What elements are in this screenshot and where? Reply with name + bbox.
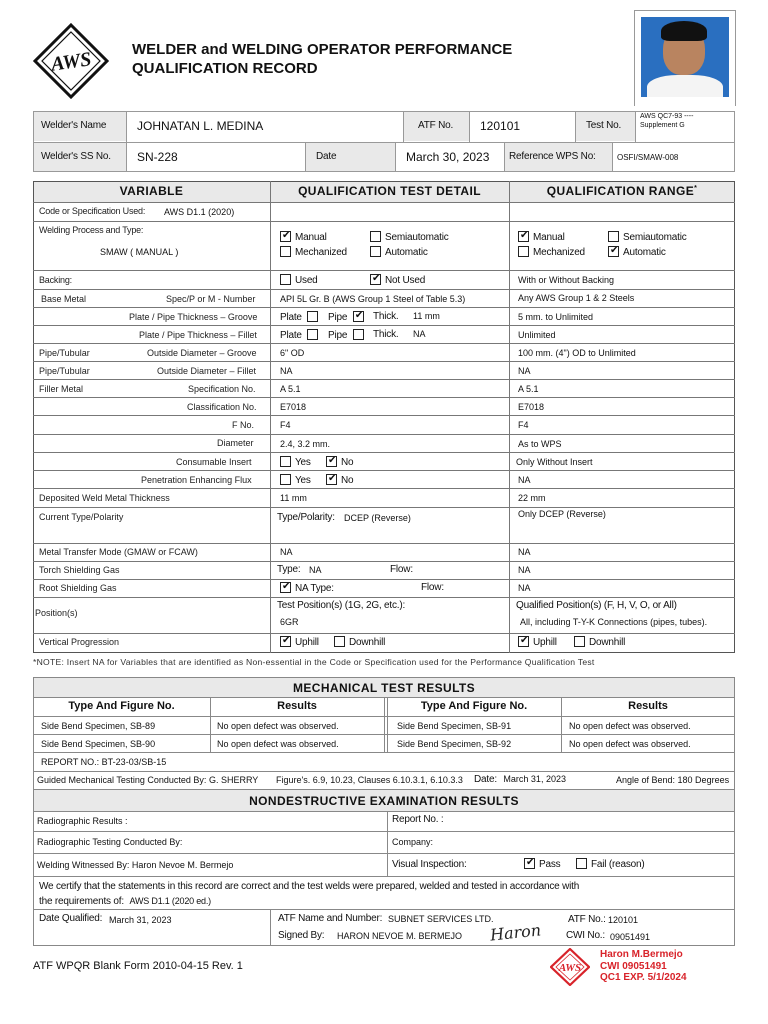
current-value[interactable]: DCEP (Reverse) [344, 513, 411, 523]
mechanical-title: MECHANICAL TEST RESULTS [292, 681, 476, 695]
spec-value[interactable]: API 5L Gr. B (AWS Group 1 Steel of Table 5.3) [280, 294, 466, 304]
test-no-label: Test No. [586, 120, 622, 131]
mech-figures: Figure's. 6.9, 10.23, Clauses 6.10.3.1, 6.10.3.3 [276, 775, 463, 785]
cwi-label: CWI No.: [566, 930, 605, 941]
diameter-label: Diameter [217, 438, 254, 448]
vertical-label: Vertical Progression [39, 637, 120, 647]
checkbox-empty-icon[interactable] [307, 329, 318, 340]
checkbox-checked-icon[interactable] [524, 858, 535, 869]
diameter-range[interactable]: As to WPS [518, 439, 562, 449]
flux-no-option[interactable]: ✔ No [326, 474, 353, 486]
page-title: WELDER and WELDING OPERATOR PERFORMANCE QUALIFICATION RECORD [132, 41, 513, 77]
spec-no-label: Specification No. [188, 384, 256, 394]
mech-conducted[interactable]: Guided Mechanical Testing Conducted By: G. SHERRY [37, 775, 259, 785]
consumable-label: Consumable Insert [176, 457, 252, 467]
stamp-exp: QC1 EXP. 5/1/2024 [600, 972, 687, 983]
company-label: Company: [392, 837, 434, 847]
backing-range[interactable]: With or Without Backing [518, 275, 615, 285]
mech-date[interactable]: Date: March 31, 2023 [474, 774, 566, 785]
root-range[interactable]: NA [518, 583, 531, 593]
position-range-sub-label: Qualified Position(s) (F, H, V, O, or All) [516, 600, 677, 611]
fillet-value[interactable]: NA [413, 329, 426, 339]
deposit-range[interactable]: 22 mm [518, 493, 546, 503]
torch-range[interactable]: NA [518, 565, 531, 575]
transfer-range[interactable]: NA [518, 547, 531, 557]
checkbox-empty-icon[interactable] [574, 636, 585, 647]
fno-value[interactable]: F4 [280, 420, 291, 430]
consumable-no-option[interactable]: ✔ No [326, 456, 353, 468]
range-semiauto-option[interactable]: Semiautomatic [608, 231, 687, 243]
checkbox-empty-icon[interactable] [518, 246, 529, 257]
header-range: QUALIFICATION RANGE* [546, 184, 698, 198]
spec-range[interactable]: Any AWS Group 1 & 2 Steels [518, 293, 635, 303]
signed-by-value[interactable]: HARON NEVOE M. BERMEJO [337, 931, 463, 941]
checkbox-checked-icon[interactable] [280, 582, 291, 593]
torch-label: Torch Shielding Gas [39, 565, 120, 575]
fillet-plate-option[interactable]: Plate [280, 329, 322, 341]
process-manual-option[interactable]: ✔Manual [280, 231, 327, 243]
fillet-pipe-option[interactable]: Pipe [328, 329, 368, 341]
date-qualified-label: Date Qualified: [39, 913, 103, 924]
fillet-thick-label: Thick. [373, 329, 399, 340]
flux-yes-option[interactable]: Yes [280, 474, 311, 486]
checkbox-empty-icon[interactable] [280, 246, 291, 257]
ss-no-field[interactable]: SN-228 [137, 150, 178, 164]
spec-no-range[interactable]: A 5.1 [518, 384, 539, 394]
fno-range[interactable]: F4 [518, 420, 529, 430]
checkbox-empty-icon[interactable] [280, 274, 291, 285]
mech-r1-type-b[interactable]: Side Bend Specimen, SB-91 [397, 721, 512, 731]
position-range[interactable]: All, including T-Y-K Connections (pipes, tubes). [520, 617, 708, 627]
consumable-range[interactable]: Only Without Insert [516, 457, 593, 467]
process-semiauto-option[interactable]: Semiautomatic [370, 231, 449, 243]
mech-angle[interactable]: Angle of Bend: 180 Degrees [616, 775, 730, 785]
fillet-range[interactable]: Unlimited [518, 330, 556, 340]
signed-by-label: Signed By: [278, 930, 325, 941]
checkbox-checked-icon[interactable] [370, 274, 381, 285]
process-label: Welding Process and Type: [39, 225, 144, 235]
groove-thick-label: Thick. [373, 311, 399, 322]
range-mechanized-option[interactable]: Mechanized [518, 246, 585, 258]
groove-range[interactable]: 5 mm. to Unlimited [518, 312, 594, 322]
col-type-a: Type And Figure No. [68, 700, 175, 712]
vertical-downhill-option[interactable]: Downhill [334, 636, 385, 648]
fno-label: F No. [232, 420, 255, 430]
checkbox-empty-icon[interactable] [370, 246, 381, 257]
checkbox-empty-icon[interactable] [280, 474, 291, 485]
groove-pipe-option[interactable]: Pipe ✔ [328, 311, 368, 323]
checkbox-checked-icon[interactable] [326, 474, 337, 485]
mech-report[interactable]: REPORT NO.: BT-23-03/SB-15 [41, 757, 167, 767]
vertical-uphill-option[interactable]: ✔ Uphill [280, 636, 319, 648]
welders-name-label: Welder's Name [41, 120, 107, 131]
mech-r1-type-a[interactable]: Side Bend Specimen, SB-89 [41, 721, 156, 731]
date-label: Date [316, 151, 337, 162]
deposit-label: Deposited Weld Metal Thickness [39, 493, 170, 503]
range-uphill-option[interactable]: ✔ Uphill [518, 636, 557, 648]
atf-name-label: ATF Name and Number: [278, 913, 383, 924]
process-mechanized-option[interactable]: Mechanized [280, 246, 347, 258]
current-label: Current Type/Polarity [39, 512, 124, 522]
ref-wps-label: Reference WPS No: [509, 151, 596, 162]
report-no-label: Report No. : [392, 814, 444, 825]
checkbox-empty-icon[interactable] [280, 456, 291, 467]
position-sub-label: Test Position(s) (1G, 2G, etc.): [277, 600, 406, 611]
checkbox-checked-icon[interactable] [280, 231, 291, 242]
aws-logo-text: AWS [49, 48, 93, 76]
cwi-value[interactable]: 09051491 [610, 932, 651, 942]
checkbox-checked-icon[interactable] [518, 231, 529, 242]
aws-stamp-icon [550, 948, 590, 986]
checkbox-empty-icon[interactable] [576, 858, 587, 869]
pipe-tubular-label-2: Pipe/Tubular [39, 366, 90, 376]
diameter-value[interactable]: 2.4, 3.2 mm. [280, 439, 331, 449]
radio-conducted-label: Radiographic Testing Conducted By: [37, 837, 183, 847]
spec-no-value[interactable]: A 5.1 [280, 384, 301, 394]
atf-no-label-2: ATF No.: [568, 914, 606, 925]
position-label: Position(s) [35, 608, 78, 618]
stamp-logo-text: AWS [558, 962, 582, 974]
process-value[interactable]: SMAW ( MANUAL ) [100, 247, 179, 257]
ref-wps-field[interactable]: OSFI/SMAW-008 [617, 153, 679, 162]
range-manual-option[interactable]: ✔Manual [518, 231, 565, 243]
groove-label: Plate / Pipe Thickness – Groove [129, 312, 258, 322]
mech-r2-type-a[interactable]: Side Bend Specimen, SB-90 [41, 739, 156, 749]
spec-label: Spec/P or M - Number [166, 294, 256, 304]
date-field[interactable]: March 30, 2023 [406, 150, 490, 164]
radio-results-label: Radiographic Results : [37, 816, 128, 826]
checkbox-empty-icon[interactable] [608, 231, 619, 242]
code-label: Code or Specification Used: [39, 206, 146, 216]
header-variable: VARIABLE [119, 184, 184, 198]
signature: Haron [489, 920, 542, 945]
fillet-label: Plate / Pipe Thickness – Fillet [139, 330, 257, 340]
torch-type-value[interactable]: NA [309, 565, 322, 575]
atf-no-field[interactable]: 120101 [480, 119, 521, 133]
backing-label: Backing: [39, 275, 72, 285]
root-flow-label: Flow: [421, 582, 444, 593]
pipe-tubular-label: Pipe/Tubular [39, 348, 90, 358]
form-id: ATF WPQR Blank Form 2010-04-15 Rev. 1 [33, 960, 243, 972]
visual-pass-option[interactable]: ✔ Pass [524, 858, 560, 870]
checkbox-checked-icon[interactable] [518, 636, 529, 647]
backing-not-used-option[interactable]: ✔ Not Used [370, 274, 425, 286]
inspector-stamp [550, 946, 740, 986]
range-automatic-option[interactable]: ✔ Automatic [608, 246, 666, 258]
od-groove-label: Outside Diameter – Groove [147, 348, 257, 358]
process-automatic-option[interactable]: Automatic [370, 246, 428, 258]
position-value[interactable]: 6GR [280, 617, 299, 627]
note-text: *NOTE: Insert NA for Variables that are identified as Non-essential in the Code or Specification used for the Performance Qualification Test [33, 657, 595, 667]
current-range[interactable]: Only DCEP (Reverse) [518, 509, 606, 519]
header-detail: QUALIFICATION TEST DETAIL [298, 184, 481, 198]
flux-range[interactable]: NA [518, 475, 531, 485]
base-metal-label: Base Metal [41, 294, 87, 304]
consumable-yes-option[interactable]: Yes [280, 456, 311, 468]
checkbox-checked-icon[interactable] [608, 246, 619, 257]
flux-label: Penetration Enhancing Flux [141, 475, 252, 485]
groove-plate-option[interactable]: Plate [280, 311, 322, 323]
date-qualified-value[interactable]: March 31, 2023 [109, 915, 172, 925]
root-na-option[interactable]: ✔ NA Type: [280, 582, 334, 594]
checkbox-checked-icon[interactable] [353, 311, 364, 322]
groove-value[interactable]: 11 mm [413, 311, 440, 321]
od-fillet-label: Outside Diameter – Fillet [157, 366, 257, 376]
checkbox-checked-icon[interactable] [326, 456, 337, 467]
checkbox-empty-icon[interactable] [370, 231, 381, 242]
atf-no-label: ATF No. [418, 120, 454, 131]
checkbox-empty-icon[interactable] [307, 311, 318, 322]
stamp-cwi: CWI 09051491 [600, 961, 667, 972]
col-results-b: Results [628, 700, 668, 712]
aws-logo [33, 23, 109, 99]
current-sub-label: Type/Polarity: [277, 512, 335, 523]
witnessed[interactable]: Welding Witnessed By: Haron Nevoe M. Bermejo [37, 860, 234, 870]
certify-text: We certify that the statements in this record are correct and the test welds were prepared, welded and tested in accordance with the requirements of: AWS D1.1 (2020 ed.) [39, 881, 580, 907]
visual-label: Visual Inspection: [392, 859, 467, 870]
nde-title: NONDESTRUCTIVE EXAMINATION RESULTS [249, 794, 519, 808]
class-range[interactable]: E7018 [518, 402, 545, 412]
atf-no-value-2[interactable]: 120101 [608, 915, 639, 925]
welder-photo [634, 10, 736, 106]
transfer-label: Metal Transfer Mode (GMAW or FCAW) [39, 547, 198, 557]
od-groove-range[interactable]: 100 mm. (4") OD to Unlimited [518, 348, 636, 358]
mech-r1-res-a[interactable]: No open defect was observed. [217, 721, 339, 731]
mech-r2-res-a[interactable]: No open defect was observed. [217, 739, 339, 749]
mech-r1-res-b[interactable]: No open defect was observed. [569, 721, 691, 731]
root-label: Root Shielding Gas [39, 583, 117, 593]
transfer-value[interactable]: NA [280, 547, 293, 557]
od-fillet-range[interactable]: NA [518, 366, 531, 376]
atf-name-value[interactable]: SUBNET SERVICES LTD. [388, 914, 494, 924]
range-downhill-option[interactable]: Downhill [574, 636, 625, 648]
ss-no-label: Welder's SS No. [41, 151, 111, 162]
class-label: Classification No. [187, 402, 257, 412]
test-no-field[interactable]: AWS QC7-93 ---- Supplement G [640, 113, 694, 129]
welders-name-field[interactable]: JOHNATAN L. MEDINA [137, 119, 264, 133]
filler-metal-label: Filler Metal [39, 384, 84, 394]
certify-code[interactable]: AWS D1.1 (2020 ed.) [129, 896, 211, 906]
stamp-name: Haron M.Bermejo [600, 949, 683, 960]
col-results-a: Results [277, 700, 317, 712]
visual-fail-option[interactable]: Fail (reason) [576, 858, 645, 870]
class-value[interactable]: E7018 [280, 402, 307, 412]
od-fillet-value[interactable]: NA [280, 366, 293, 376]
torch-type-label: Type: [277, 564, 301, 575]
backing-used-option[interactable]: Used [280, 274, 318, 286]
checkbox-checked-icon[interactable] [280, 636, 291, 647]
deposit-value[interactable]: 11 mm [280, 493, 307, 503]
mech-r2-res-b[interactable]: No open defect was observed. [569, 739, 691, 749]
mech-r2-type-b[interactable]: Side Bend Specimen, SB-92 [397, 739, 512, 749]
code-value[interactable]: AWS D1.1 (2020) [164, 207, 235, 217]
checkbox-empty-icon[interactable] [353, 329, 364, 340]
col-type-b: Type And Figure No. [420, 700, 528, 712]
od-groove-value[interactable]: 6" OD [280, 348, 305, 358]
torch-flow-label: Flow: [390, 564, 413, 575]
checkbox-empty-icon[interactable] [334, 636, 345, 647]
